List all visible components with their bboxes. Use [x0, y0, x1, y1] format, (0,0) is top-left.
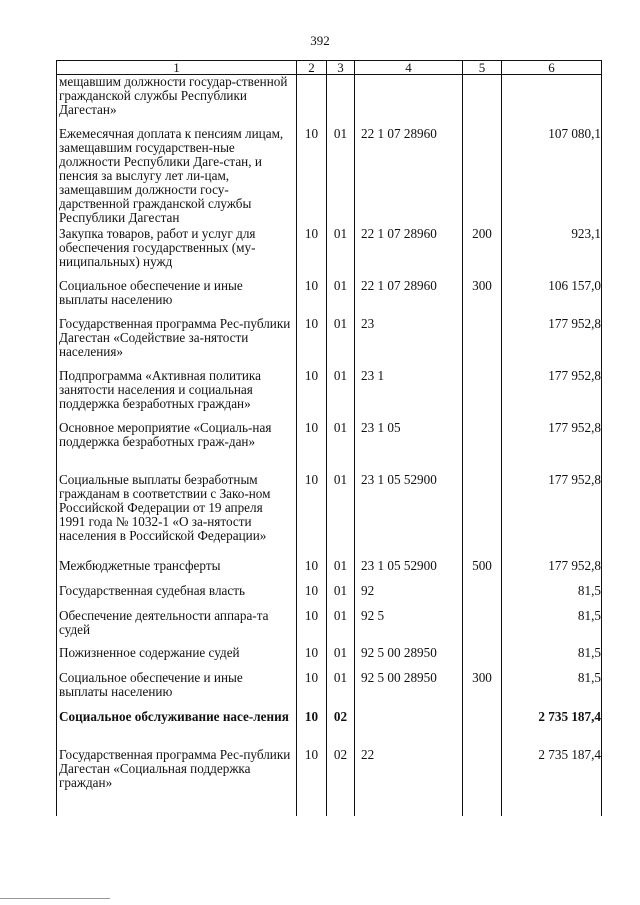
cell-expense-type [463, 75, 502, 128]
cell-section: 10 [297, 710, 327, 748]
cell-amount: 81,5 [502, 646, 602, 671]
cell-subsection: 01 [327, 421, 355, 473]
table-row [57, 317, 602, 369]
column-header: 3 [327, 61, 355, 75]
cell-section: 10 [297, 421, 327, 473]
cell-expense-type [463, 317, 502, 369]
column-header: 1 [57, 61, 297, 75]
column-header: 6 [502, 61, 602, 75]
cell-name: Межбюджетные трансферты [57, 559, 297, 584]
empty-cell [297, 800, 327, 816]
cell-section: 10 [297, 646, 327, 671]
cell-subsection: 01 [327, 473, 355, 559]
cell-target-code: 23 1 05 52900 [355, 473, 463, 559]
column-header: 5 [463, 61, 502, 75]
cell-amount: 177 952,8 [502, 369, 602, 421]
cell-name: Пожизненное содержание судей [57, 646, 297, 671]
cell-amount: 107 080,1 [502, 127, 602, 227]
cell-amount: 106 157,0 [502, 279, 602, 317]
cell-amount: 177 952,8 [502, 317, 602, 369]
cell-expense-type: 500 [463, 559, 502, 584]
cell-expense-type [463, 710, 502, 748]
cell-expense-type [463, 421, 502, 473]
cell-expense-type: 300 [463, 671, 502, 710]
cell-name: Государственная программа Рес-публики Дагестан «Содействие за-нятости населения» [57, 317, 297, 369]
cell-target-code: 23 [355, 317, 463, 369]
table-body [57, 75, 602, 817]
table-row [57, 473, 602, 559]
table-row [57, 279, 602, 317]
table-row [57, 559, 602, 584]
cell-section: 10 [297, 127, 327, 227]
cell-section: 10 [297, 227, 327, 279]
cell-name: Социальное обслуживание насе-ления [57, 710, 297, 748]
cell-amount: 2 735 187,4 [502, 748, 602, 800]
cell-target-code [355, 710, 463, 748]
cell-name: Подпрограмма «Активная политика занятости населения и социальная поддержка безработных граждан» [57, 369, 297, 421]
cell-amount [502, 75, 602, 128]
cell-section: 10 [297, 609, 327, 646]
cell-expense-type [463, 609, 502, 646]
cell-section: 10 [297, 317, 327, 369]
cell-section: 10 [297, 559, 327, 584]
cell-target-code: 92 [355, 584, 463, 609]
column-header: 2 [297, 61, 327, 75]
cell-target-code: 23 1 [355, 369, 463, 421]
cell-section: 10 [297, 279, 327, 317]
table-row [57, 421, 602, 473]
empty-cell [355, 800, 463, 816]
empty-cell [463, 800, 502, 816]
cell-target-code: 92 5 00 28950 [355, 671, 463, 710]
cell-name: Обеспечение деятельности аппара-та судей [57, 609, 297, 646]
cell-expense-type [463, 646, 502, 671]
cell-target-code: 22 [355, 748, 463, 800]
cell-subsection: 01 [327, 646, 355, 671]
cell-subsection: 02 [327, 710, 355, 748]
cell-subsection: 01 [327, 671, 355, 710]
cell-name: Социальные выплаты безработным гражданам в соответствии с Зако-ном Российской Федерации от 19 апреля 1991 года № 1032-1 «О за-нятости населения в Российской Федерации» [57, 473, 297, 559]
cell-name: Социальное обеспечение и иные выплаты населению [57, 279, 297, 317]
cell-subsection: 01 [327, 609, 355, 646]
table-row [57, 369, 602, 421]
cell-subsection: 01 [327, 369, 355, 421]
cell-expense-type: 200 [463, 227, 502, 279]
cell-section: 10 [297, 748, 327, 800]
empty-cell [327, 800, 355, 816]
cell-amount: 81,5 [502, 584, 602, 609]
cell-name: Закупка товаров, работ и услуг для обеспечения государственных (му-ниципальных) нужд [57, 227, 297, 279]
cell-section: 10 [297, 671, 327, 710]
cell-subsection: 02 [327, 748, 355, 800]
cell-target-code: 92 5 00 28950 [355, 646, 463, 671]
cell-section: 10 [297, 369, 327, 421]
cell-amount: 81,5 [502, 671, 602, 710]
cell-name: мещавшим должности государ-ственной гражданской службы Республики Дагестан» [57, 75, 297, 128]
cell-name: Основное мероприятие «Социаль-ная поддержка безработных граж-дан» [57, 421, 297, 473]
table-row [57, 646, 602, 671]
cell-subsection: 01 [327, 279, 355, 317]
table-row [57, 710, 602, 748]
cell-section [297, 75, 327, 128]
cell-expense-type [463, 748, 502, 800]
cell-expense-type [463, 127, 502, 227]
cell-subsection: 01 [327, 317, 355, 369]
cell-amount: 177 952,8 [502, 473, 602, 559]
empty-cell [57, 800, 297, 816]
cell-target-code: 92 5 [355, 609, 463, 646]
cell-name: Ежемесячная доплата к пенсиям лицам, замещавшим государствен-ные должности Республики Даге-стан, и пенсия за выслугу лет ли-цам, замещавшим должности госу-дарственной гражданской службы Республики Дагестан [57, 127, 297, 227]
table-row [57, 227, 602, 279]
cell-subsection: 01 [327, 127, 355, 227]
cell-amount: 81,5 [502, 609, 602, 646]
cell-target-code: 22 1 07 28960 [355, 279, 463, 317]
footer-divider [0, 898, 110, 899]
table-filler-row [57, 800, 602, 816]
cell-expense-type [463, 473, 502, 559]
cell-section: 10 [297, 584, 327, 609]
cell-section: 10 [297, 473, 327, 559]
cell-subsection: 01 [327, 584, 355, 609]
cell-subsection [327, 75, 355, 128]
cell-target-code [355, 75, 463, 128]
cell-amount: 177 952,8 [502, 421, 602, 473]
budget-table [56, 60, 602, 816]
cell-amount: 2 735 187,4 [502, 710, 602, 748]
table-header-row [57, 61, 602, 75]
cell-target-code: 22 1 07 28960 [355, 127, 463, 227]
table-row [57, 75, 602, 128]
cell-target-code: 23 1 05 [355, 421, 463, 473]
cell-target-code: 23 1 05 52900 [355, 559, 463, 584]
cell-target-code: 22 1 07 28960 [355, 227, 463, 279]
column-header: 4 [355, 61, 463, 75]
table-row [57, 671, 602, 710]
cell-name: Государственная программа Рес-публики Дагестан «Социальная поддержка граждан» [57, 748, 297, 800]
table-row [57, 584, 602, 609]
cell-name: Социальное обеспечение и иные выплаты населению [57, 671, 297, 710]
cell-amount: 177 952,8 [502, 559, 602, 584]
cell-subsection: 01 [327, 227, 355, 279]
page-number: 392 [310, 33, 330, 48]
cell-expense-type: 300 [463, 279, 502, 317]
cell-subsection: 01 [327, 559, 355, 584]
cell-amount: 923,1 [502, 227, 602, 279]
table-row [57, 127, 602, 227]
cell-expense-type [463, 584, 502, 609]
table-row [57, 748, 602, 800]
empty-cell [502, 800, 602, 816]
cell-name: Государственная судебная власть [57, 584, 297, 609]
table-row [57, 609, 602, 646]
cell-expense-type [463, 369, 502, 421]
